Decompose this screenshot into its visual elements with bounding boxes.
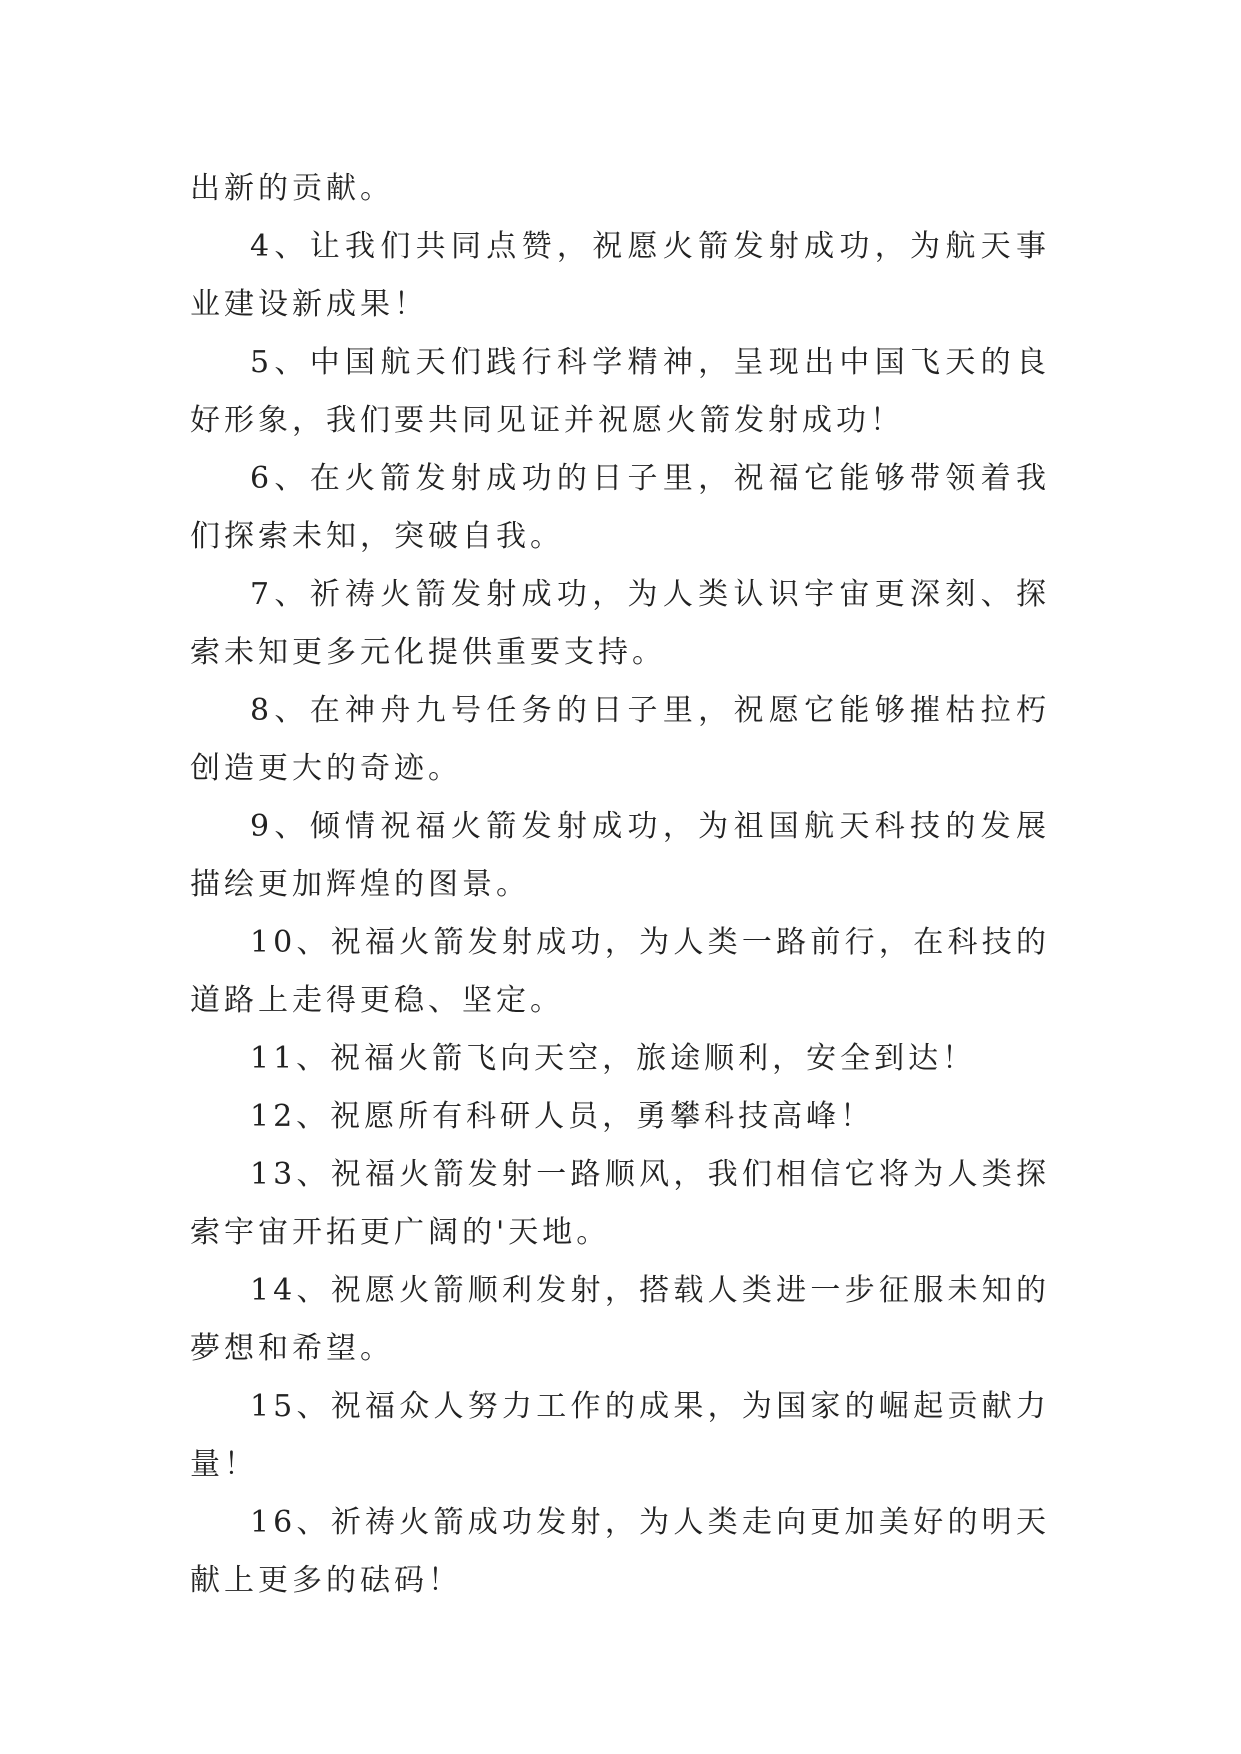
- paragraph-item-6: 6、在火箭发射成功的日子里，祝福它能够带领着我们探索未知，突破自我。: [190, 461, 1050, 554]
- paragraph-item-15: 15、祝福众人努力工作的成果，为国家的崛起贡献力量！: [190, 1389, 1050, 1482]
- paragraph-item-10: 10、祝福火箭发射成功，为人类一路前行，在科技的道路上走得更稳、坚定。: [190, 925, 1050, 1018]
- paragraph-item-9: 9、倾情祝福火箭发射成功，为祖国航天科技的发展描绘更加辉煌的图景。: [190, 809, 1050, 902]
- paragraph-item-12: 12、祝愿所有科研人员，勇攀科技高峰！: [250, 1099, 875, 1134]
- paragraph-item-16: 16、祈祷火箭成功发射，为人类走向更加美好的明天献上更多的砝码！: [190, 1505, 1050, 1598]
- paragraph-item-8: 8、在神舟九号任务的日子里，祝愿它能够摧枯拉朽创造更大的奇迹。: [190, 693, 1050, 786]
- paragraph-continuation: 出新的贡献。: [190, 171, 394, 206]
- paragraph-item-7: 7、祈祷火箭发射成功，为人类认识宇宙更深刻、探索未知更多元化提供重要支持。: [190, 577, 1050, 670]
- paragraph-item-4: 4、让我们共同点赞，祝愿火箭发射成功，为航天事业建设新成果！: [190, 229, 1050, 322]
- document-body: [190, 160, 1050, 1610]
- paragraph-item-11: 11、祝福火箭飞向天空，旅途顺利，安全到达！: [250, 1041, 977, 1076]
- paragraph-item-14: 14、祝愿火箭顺利发射，搭载人类进一步征服未知的夢想和希望。: [190, 1273, 1050, 1366]
- paragraph-item-5: 5、中国航天们践行科学精神，呈现出中国飞天的良好形象，我们要共同见证并祝愿火箭发射成功！: [190, 345, 1050, 438]
- paragraph-item-13: 13、祝福火箭发射一路顺风，我们相信它将为人类探索宇宙开拓更广阔的'天地。: [190, 1157, 1050, 1250]
